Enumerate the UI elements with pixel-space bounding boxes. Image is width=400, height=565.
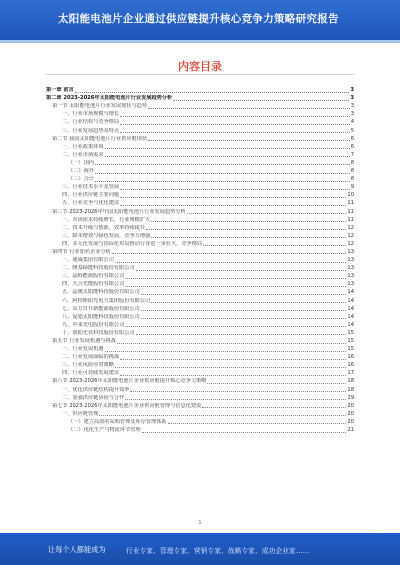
toc-entry[interactable] [46, 329, 354, 337]
toc-entry[interactable] [46, 175, 354, 183]
header-bar [0, 0, 400, 40]
toc-entry-page: 16 [347, 362, 354, 369]
footer-roles: 行业专家、管理专家、营销专家、战略专家、成功企业家…… [126, 547, 310, 555]
toc-entry[interactable] [46, 224, 354, 232]
toc-entry-page: 18 [347, 378, 354, 385]
toc-entry-page: 15 [347, 329, 354, 336]
toc-leader-dots [151, 237, 346, 238]
toc-entry-page: 3 [350, 111, 354, 118]
toc-entry[interactable] [46, 248, 354, 256]
toc-entry-page: 18 [347, 386, 354, 393]
toc-entry-page: 12 [347, 240, 354, 247]
toc-entry-page: 15 [347, 338, 354, 344]
toc-entry-label: 四、天合光能股份有限公司 [62, 281, 125, 288]
toc-entry-page: 14 [347, 289, 354, 296]
toc-entry[interactable] [46, 183, 354, 191]
toc-leader-dots [120, 132, 350, 133]
toc-entry[interactable] [46, 86, 354, 94]
toc-leader-dots [202, 407, 346, 408]
toc-entry-page: 20 [347, 418, 354, 425]
toc-entry-label: 一、供应链管理 [62, 410, 99, 417]
toc-entry[interactable] [46, 232, 354, 240]
toc-entry-label: 五、行业竞争与优化建议 [62, 200, 120, 207]
toc-entry-page: 17 [347, 370, 354, 377]
footer-slogan: 让每个人都能成为 [48, 545, 106, 554]
toc-leader-dots [141, 310, 347, 311]
toc-leader-dots [136, 334, 347, 335]
toc-entry-page: 8 [350, 176, 354, 183]
toc-entry-label: （二）优化生产与物流环节管理 [68, 427, 141, 434]
toc-entry-page: 4 [350, 119, 354, 126]
toc-entry-label: 第一章 前言 [46, 87, 74, 94]
table-of-contents [46, 86, 354, 434]
toc-leader-dots [95, 164, 350, 165]
toc-entry-label: 四、行业供应链主要问题 [62, 192, 120, 199]
toc-entry-label: 三、行业风险应对策略 [62, 362, 114, 369]
toc-entry-label: 三、行业发展趋势及特点 [62, 127, 120, 134]
toc-entry-page: 7 [350, 151, 354, 158]
toc-leader-dots [148, 140, 350, 141]
toc-entry-page: 21 [347, 427, 354, 434]
toc-entry-label: 三、行业技术水平及发展 [62, 184, 120, 191]
toc-entry-label: 第四节 行业知名企业分析 [52, 248, 111, 255]
toc-entry-page: 20 [347, 410, 354, 417]
toc-entry-page: 8 [350, 168, 354, 175]
toc-entry-label: 第一节 太阳能电池片行业发展现状与趋势 [52, 103, 148, 110]
toc-entry[interactable] [46, 151, 354, 159]
toc-leader-dots [146, 229, 346, 230]
toc-entry-page: 9 [350, 184, 354, 191]
toc-entry[interactable] [46, 159, 354, 167]
toc-entry-page: 13 [347, 265, 354, 272]
toc-leader-dots [168, 423, 347, 424]
toc-entry-page: 14 [347, 305, 354, 312]
toc-leader-dots [207, 383, 346, 384]
toc-divider [46, 74, 354, 75]
toc-entry-page: 13 [347, 248, 354, 255]
toc-entry-page: 11 [347, 200, 354, 207]
toc-leader-dots [125, 286, 346, 287]
toc-leader-dots [136, 270, 347, 271]
toc-entry-label: 一、优化供应链结构提升效率 [62, 386, 130, 393]
toc-entry-label: 二、行业发展面临的挑战 [62, 354, 120, 361]
toc-entry[interactable] [46, 402, 354, 410]
toc-leader-dots [203, 245, 346, 246]
toc-leader-dots [125, 399, 346, 400]
footer-bar [0, 533, 400, 565]
toc-entry-label: 二、行业结构与竞争格局 [62, 119, 120, 126]
toc-entry-label: （一）建立高效的采购管理及库存管理体系 [68, 418, 167, 425]
toc-entry[interactable] [46, 313, 354, 321]
toc-entry-label: 一、行业发展机遇 [62, 346, 104, 353]
toc-entry[interactable] [46, 369, 354, 377]
toc-entry-label: 三、降本增效与绿色发展，竞争力增强 [62, 232, 151, 239]
toc-leader-dots [173, 100, 349, 101]
toc-entry-page: 8 [350, 159, 354, 166]
toc-leader-dots [112, 253, 347, 254]
toc-entry-page: 14 [347, 297, 354, 304]
toc-entry-page: 12 [347, 232, 354, 239]
toc-entry-page: 20 [347, 402, 354, 409]
toc-leader-dots [187, 213, 347, 214]
toc-entry[interactable] [46, 264, 354, 272]
toc-entry[interactable] [46, 394, 354, 402]
toc-entry[interactable] [46, 167, 354, 175]
toc-entry-label: 二、隆基绿能科技股份有限公司 [62, 265, 135, 272]
toc-leader-dots [120, 359, 346, 360]
toc-leader-dots [99, 415, 346, 416]
toc-leader-dots [120, 189, 350, 190]
toc-entry-label: 一、市场需求持续增长，行业规模扩大 [62, 216, 151, 223]
toc-leader-dots [75, 92, 350, 93]
toc-leader-dots [148, 108, 350, 109]
toc-entry[interactable] [46, 94, 354, 102]
toc-entry[interactable] [46, 410, 354, 418]
toc-entry-label: 一、行业市场规模与增长 [62, 111, 120, 118]
toc-entry[interactable] [46, 126, 354, 134]
toc-leader-dots [151, 221, 346, 222]
toc-entry[interactable] [46, 377, 354, 385]
toc-leader-dots [115, 367, 347, 368]
toc-leader-dots [125, 278, 346, 279]
toc-entry-label: 三、晶科能源股份有限公司 [62, 273, 125, 280]
toc-entry-label: 十、润阳光伏科技股份有限公司 [62, 329, 135, 336]
toc-leader-dots [142, 432, 347, 433]
toc-leader-dots [117, 343, 346, 344]
toc-entry-page: 3 [350, 95, 354, 102]
toc-leader-dots [105, 351, 347, 352]
toc-entry-page: 3 [350, 103, 354, 110]
toc-entry-label: 第二章 2023-2026年太阳能电池片行业发展趋势分析 [46, 95, 173, 102]
toc-leader-dots [120, 205, 346, 206]
toc-leader-dots [120, 197, 346, 198]
toc-entry-label: 二、加强供应链协同与合作 [62, 394, 125, 401]
toc-entry[interactable] [46, 110, 354, 118]
toc-leader-dots [130, 391, 346, 392]
toc-entry[interactable] [46, 288, 354, 296]
toc-leader-dots [120, 116, 350, 117]
page-number: 1 [198, 520, 202, 526]
toc-entry-label: 第五节 行业发展机遇与挑战 [52, 338, 116, 344]
toc-entry-page: 12 [347, 224, 354, 231]
toc-entry[interactable] [46, 385, 354, 393]
toc-entry-label: 第三节 2023-2026年中国太阳能电池片行业发展趋势分析 [52, 208, 186, 215]
toc-heading: 内容目录 [178, 60, 222, 73]
toc-leader-dots [95, 181, 350, 182]
toc-leader-dots [105, 156, 350, 157]
toc-leader-dots [120, 375, 346, 376]
toc-entry[interactable] [46, 256, 354, 264]
toc-entry[interactable] [46, 118, 354, 126]
toc-entry[interactable] [46, 191, 354, 199]
toc-entry-label: 第六节 2023-2026年太阳能电池片企业供应链提升核心竞争力策略 [52, 378, 207, 385]
toc-leader-dots [120, 124, 350, 125]
toc-leader-dots [95, 173, 350, 174]
toc-entry-label: 二、技术升级与创新，效率持续提升 [62, 224, 146, 231]
toc-entry-label: 九、中来光电股份有限公司 [62, 321, 125, 328]
toc-entry[interactable] [46, 102, 354, 110]
toc-entry[interactable] [46, 418, 354, 426]
header-band [0, 40, 400, 43]
toc-entry-label: 四、多元化发展与国际化布局推动行业进一步壮大，竞争格局 [62, 240, 203, 247]
toc-entry-label: （三）合计 [68, 176, 94, 183]
toc-entry-page: 15 [347, 346, 354, 353]
toc-entry[interactable] [46, 305, 354, 313]
toc-leader-dots [125, 326, 346, 327]
toc-entry-label: 一、通威集团有限公司 [62, 257, 114, 264]
toc-entry-page: 10 [347, 192, 354, 199]
toc-entry-page: 14 [347, 321, 354, 328]
toc-entry[interactable] [46, 199, 354, 207]
toc-leader-dots [141, 318, 347, 319]
toc-entry[interactable] [46, 426, 354, 434]
toc-leader-dots [105, 148, 350, 149]
toc-entry-label: （二）海外 [68, 168, 94, 175]
toc-entry-label: 第七节 2023-2026年太阳能电池片企业供应链管理与信息化建设 [52, 402, 202, 409]
toc-entry[interactable] [46, 296, 354, 304]
toc-entry-page: 13 [347, 273, 354, 280]
toc-entry-page: 14 [347, 313, 354, 320]
toc-entry-label: 一、行业政策环境 [62, 143, 104, 150]
toc-entry[interactable] [46, 345, 354, 353]
toc-leader-dots [115, 262, 347, 263]
toc-entry-label: 二、行业市场需求 [62, 151, 104, 158]
toc-entry-label: （一）国内 [68, 159, 94, 166]
toc-entry-page: 19 [347, 394, 354, 401]
report-title: 太阳能电池片企业通过供应链提升核心竞争力策略研究报告 [58, 13, 339, 25]
toc-leader-dots [141, 294, 347, 295]
toc-entry[interactable] [46, 337, 354, 345]
toc-entry-label: 八、爱旭太阳能科技股份有限公司 [62, 313, 140, 320]
toc-entry-label: 六、阿特斯阳光电力集团股份有限公司 [62, 297, 151, 304]
toc-entry[interactable] [46, 272, 354, 280]
toc-entry-page: 16 [347, 354, 354, 361]
toc-entry-page: 13 [347, 257, 354, 264]
toc-entry-label: 第二节 我国太阳能电池片行业供应链现状 [52, 135, 148, 142]
toc-entry-page: 11 [347, 208, 354, 215]
toc-entry-page: 6 [350, 135, 354, 142]
toc-entry-page: 5 [350, 127, 354, 134]
toc-entry[interactable] [46, 240, 354, 248]
toc-entry[interactable] [46, 361, 354, 369]
toc-entry[interactable] [46, 143, 354, 151]
toc-entry[interactable] [46, 207, 354, 215]
toc-entry-page: 13 [347, 281, 354, 288]
toc-entry-page: 6 [350, 143, 354, 150]
toc-entry[interactable] [46, 135, 354, 143]
toc-entry-label: 五、晶澳太阳能科技股份有限公司 [62, 289, 140, 296]
toc-entry-page: 11 [347, 216, 354, 223]
toc-entry[interactable] [46, 280, 354, 288]
toc-entry[interactable] [46, 353, 354, 361]
toc-entry-label: 七、东方日升新能源股份有限公司 [62, 305, 140, 312]
toc-entry[interactable] [46, 216, 354, 224]
toc-entry-label: 四、行业可持续发展建议 [62, 370, 120, 377]
toc-entry[interactable] [46, 321, 354, 329]
toc-entry-page: 3 [350, 87, 354, 94]
toc-leader-dots [151, 302, 346, 303]
